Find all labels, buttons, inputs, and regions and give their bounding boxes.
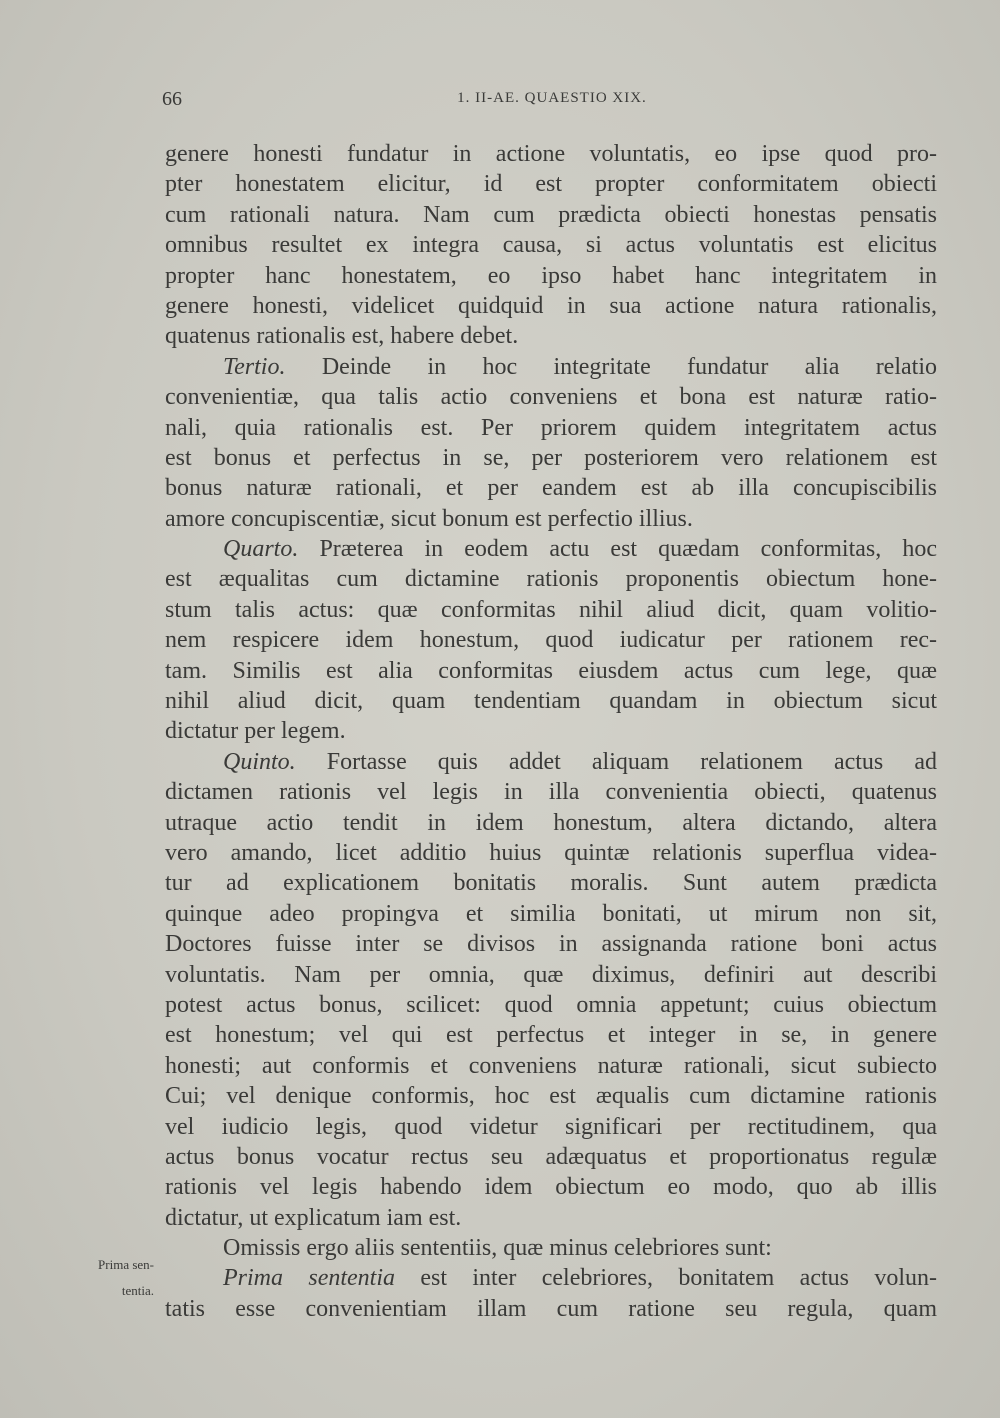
text-line: Quinto. Fortasse quis addet aliquam relationem actus ad [223,748,937,775]
margin-note-line: tentia. [121,1283,154,1298]
text-line: Cui; vel denique conformis, hoc est æqualis cum dictamine rationis [165,1083,937,1110]
text-line: convenientiæ, qua talis actio conveniens et bona est naturæ ratio- [165,384,937,411]
text-line: omnibus resultet ex integra causa, si actus voluntatis est elicitus [165,232,937,259]
text-line: voluntatis. Nam per omnia, quæ diximus, definiri aut describi [165,961,937,988]
text-line: dictatur per legem. [165,718,346,745]
text-line: rationis vel legis habendo idem obiectum eo modo, quo ab illis [165,1174,937,1201]
text-line: quatenus rationalis est, habere debet. [165,323,519,350]
text-line: Prima sententia est inter celebriores, bonitatem actus volun- [223,1265,938,1292]
text-line: bonus naturæ rationali, et per eandem est ab illa concupiscibilis [165,475,937,502]
text-line: tatis esse convenientiam illam cum ratione seu regula, quam [165,1295,937,1322]
text-line: est bonus et perfectus in se, per posteriorem vero relationem est [165,444,937,471]
text-line: nem respicere idem honestum, quod iudicatur per rationem rec- [165,627,937,654]
text-line: amore concupiscentiæ, sicut bonum est perfectio illius. [165,505,693,532]
text-line: vel iudicio legis, quod videtur significari per rectitudinem, qua [165,1113,937,1140]
text-line: genere honesti, videlicet quidquid in sua actione natura rationalis, [165,292,937,319]
text-line: dictamen rationis vel legis in illa convenientia obiecti, quatenus [165,779,937,806]
margin-note [64,1252,154,1304]
running-title: 1. II-AE. QUAESTIO XIX. [457,90,647,106]
text-line: est æqualitas cum dictamine rationis proponentis obiectum hone- [165,566,937,593]
body-text [165,139,937,1324]
text-line: pter honestatem elicitur, id est propter conformitatem obiecti [165,171,937,198]
text-line: quinque adeo propingva et similia bonitati, ut mirum non sit, [165,900,937,927]
text-line: Doctores fuisse inter se divisos in assignanda ratione boni actus [165,931,937,958]
text-line: stum talis actus: quæ conformitas nihil aliud dicit, quam volitio- [165,596,937,623]
text-line: Tertio. Deinde in hoc integritate fundatur alia relatio [223,353,937,380]
text-line: vero amando, licet additio huius quintæ relationis superflua videa- [165,839,937,866]
text-line: est honestum; vel qui est perfectus et integer in se, in genere [165,1022,937,1049]
text-line: tam. Similis est alia conformitas eiusdem actus cum lege, quæ [165,657,937,684]
margin-note-line: Prima sen- [98,1257,154,1272]
text-line: utraque actio tendit in idem honestum, altera dictando, altera [165,809,937,836]
text-line: honesti; aut conformis et conveniens naturæ rationali, sicut subiecto [165,1052,937,1079]
page-header [162,88,942,118]
text-line: actus bonus vocatur rectus seu adæquatus et proportionatus regulæ [165,1143,937,1170]
text-line: nihil aliud dicit, quam tendentiam quandam in obiectum sicut [165,688,937,715]
text-line: dictatur, ut explicatum iam est. [165,1204,462,1231]
text-line: genere honesti fundatur in actione voluntatis, eo ipse quod pro- [165,141,937,167]
text-line: potest actus bonus, scilicet: quod omnia appetunt; cuius obiectum [165,991,937,1018]
text-line: Quarto. Præterea in eodem actu est quædam conformitas, hoc [223,536,937,563]
page-number: 66 [162,88,182,110]
text-line: tur ad explicationem bonitatis moralis. Sunt autem prædicta [165,870,937,897]
text-line: cum rationali natura. Nam cum prædicta obiecti honestas pensatis [165,201,937,228]
text-line: propter hanc honestatem, eo ipso habet hanc integritatem in [165,262,937,289]
text-line: nali, quia rationalis est. Per priorem quidem integritatem actus [165,414,937,441]
text-line: Omissis ergo aliis sententiis, quæ minus celebriores sunt: [223,1235,772,1262]
